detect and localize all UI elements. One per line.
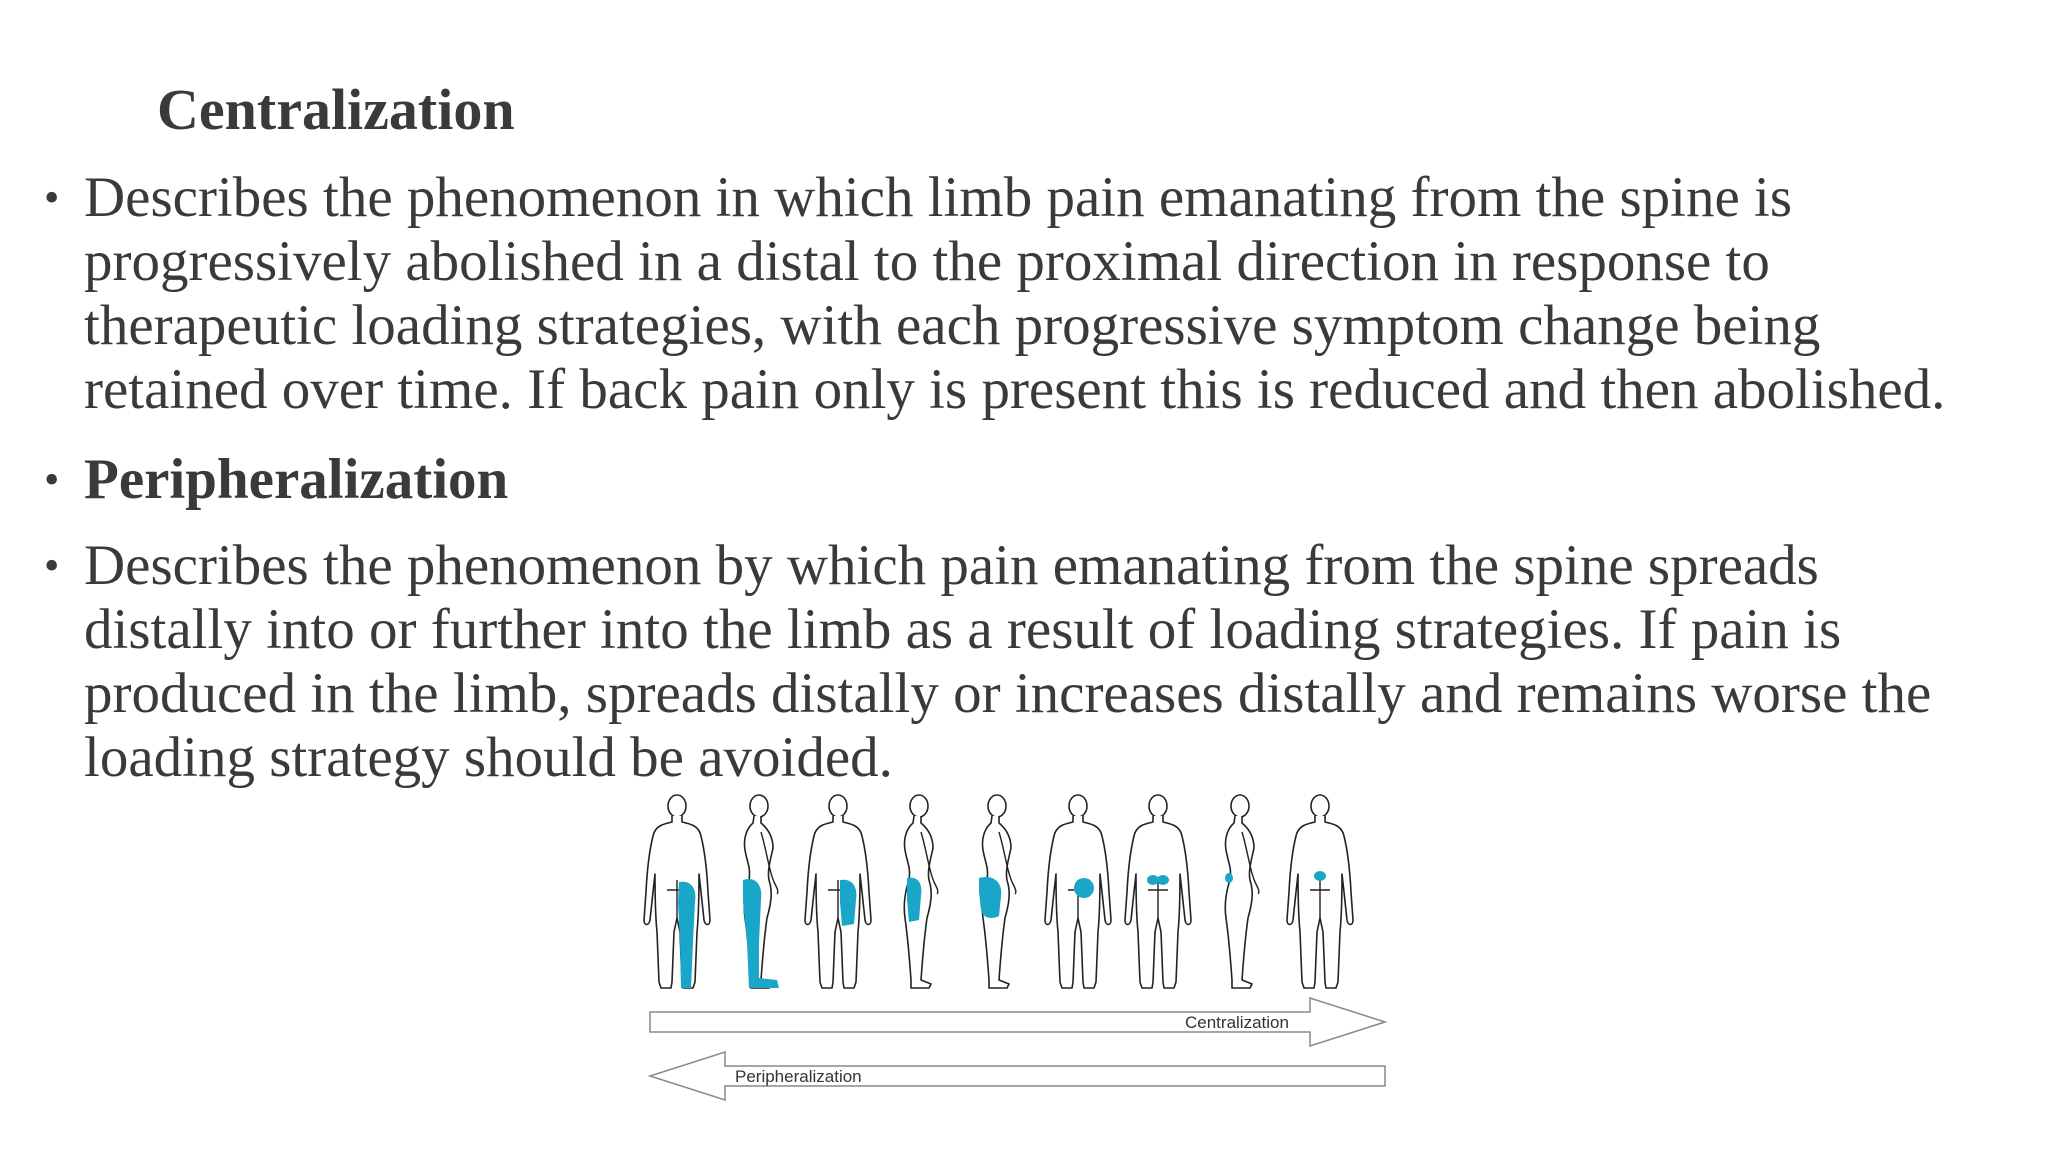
head-outline [750,795,768,817]
text-line: therapeutic loading strategies, with each progressive symptom change being [84,294,1821,357]
body-figure-front [644,795,710,988]
body-figure-front [1287,795,1353,988]
pain-area [1074,878,1094,898]
body-figure-front [805,795,871,988]
head-outline [668,795,686,817]
head-outline [910,795,928,817]
head-outline [829,795,847,817]
body-figure-side [1225,795,1259,988]
body-figures [644,795,1353,988]
body-outline [1225,816,1254,988]
centralization-description [44,166,2044,422]
pain-area [1314,871,1326,881]
slide-title: Centralization [157,77,515,142]
pain-area [979,877,1001,918]
body-figure-side [904,795,938,988]
centralization-label: Centralization [1185,1013,1289,1032]
centralization-diagram [640,790,1400,1110]
body-figure-front [1045,795,1111,988]
body-figure-side [979,795,1016,988]
text-line: Describes the phenomenon by which pain emanating from the spine spreads [84,534,1819,597]
pain-area [840,880,856,926]
pain-area [907,878,921,922]
peripheralization-heading: Peripheralization [84,448,509,511]
centralization-arrow [650,998,1385,1046]
peripheralization-label: Peripheralization [735,1067,862,1086]
bullet-dot: • [44,173,60,222]
peripheralization-arrow [650,1052,1385,1100]
head-outline [1311,795,1329,817]
body-figure-front [1125,795,1191,988]
bullet-dot: • [44,455,60,504]
text-line: progressively abolished in a distal to the proximal direction in response to [84,230,1770,293]
text-line: distally into or further into the limb as a result of loading strategies. If pain is [84,598,1842,661]
bullet-dot: • [44,541,60,590]
peripheralization-description [44,534,2044,790]
body-figure-side [743,795,779,988]
text-line: Describes the phenomenon in which limb pain emanating from the spine is [84,166,1793,229]
head-outline [988,795,1006,817]
head-outline [1069,795,1087,817]
pain-area [1225,873,1233,883]
text-line: produced in the limb, spreads distally or increases distally and remains worse the [84,662,1932,725]
head-outline [1149,795,1167,817]
pain-area [1157,875,1169,885]
text-line: retained over time. If back pain only is present this is reduced and then abolished. [84,358,1946,421]
diagram-svg [640,790,1400,1110]
peripheralization-heading-bullet [44,448,2044,512]
head-outline [1231,795,1249,817]
text-line: loading strategy should be avoided. [84,726,893,789]
